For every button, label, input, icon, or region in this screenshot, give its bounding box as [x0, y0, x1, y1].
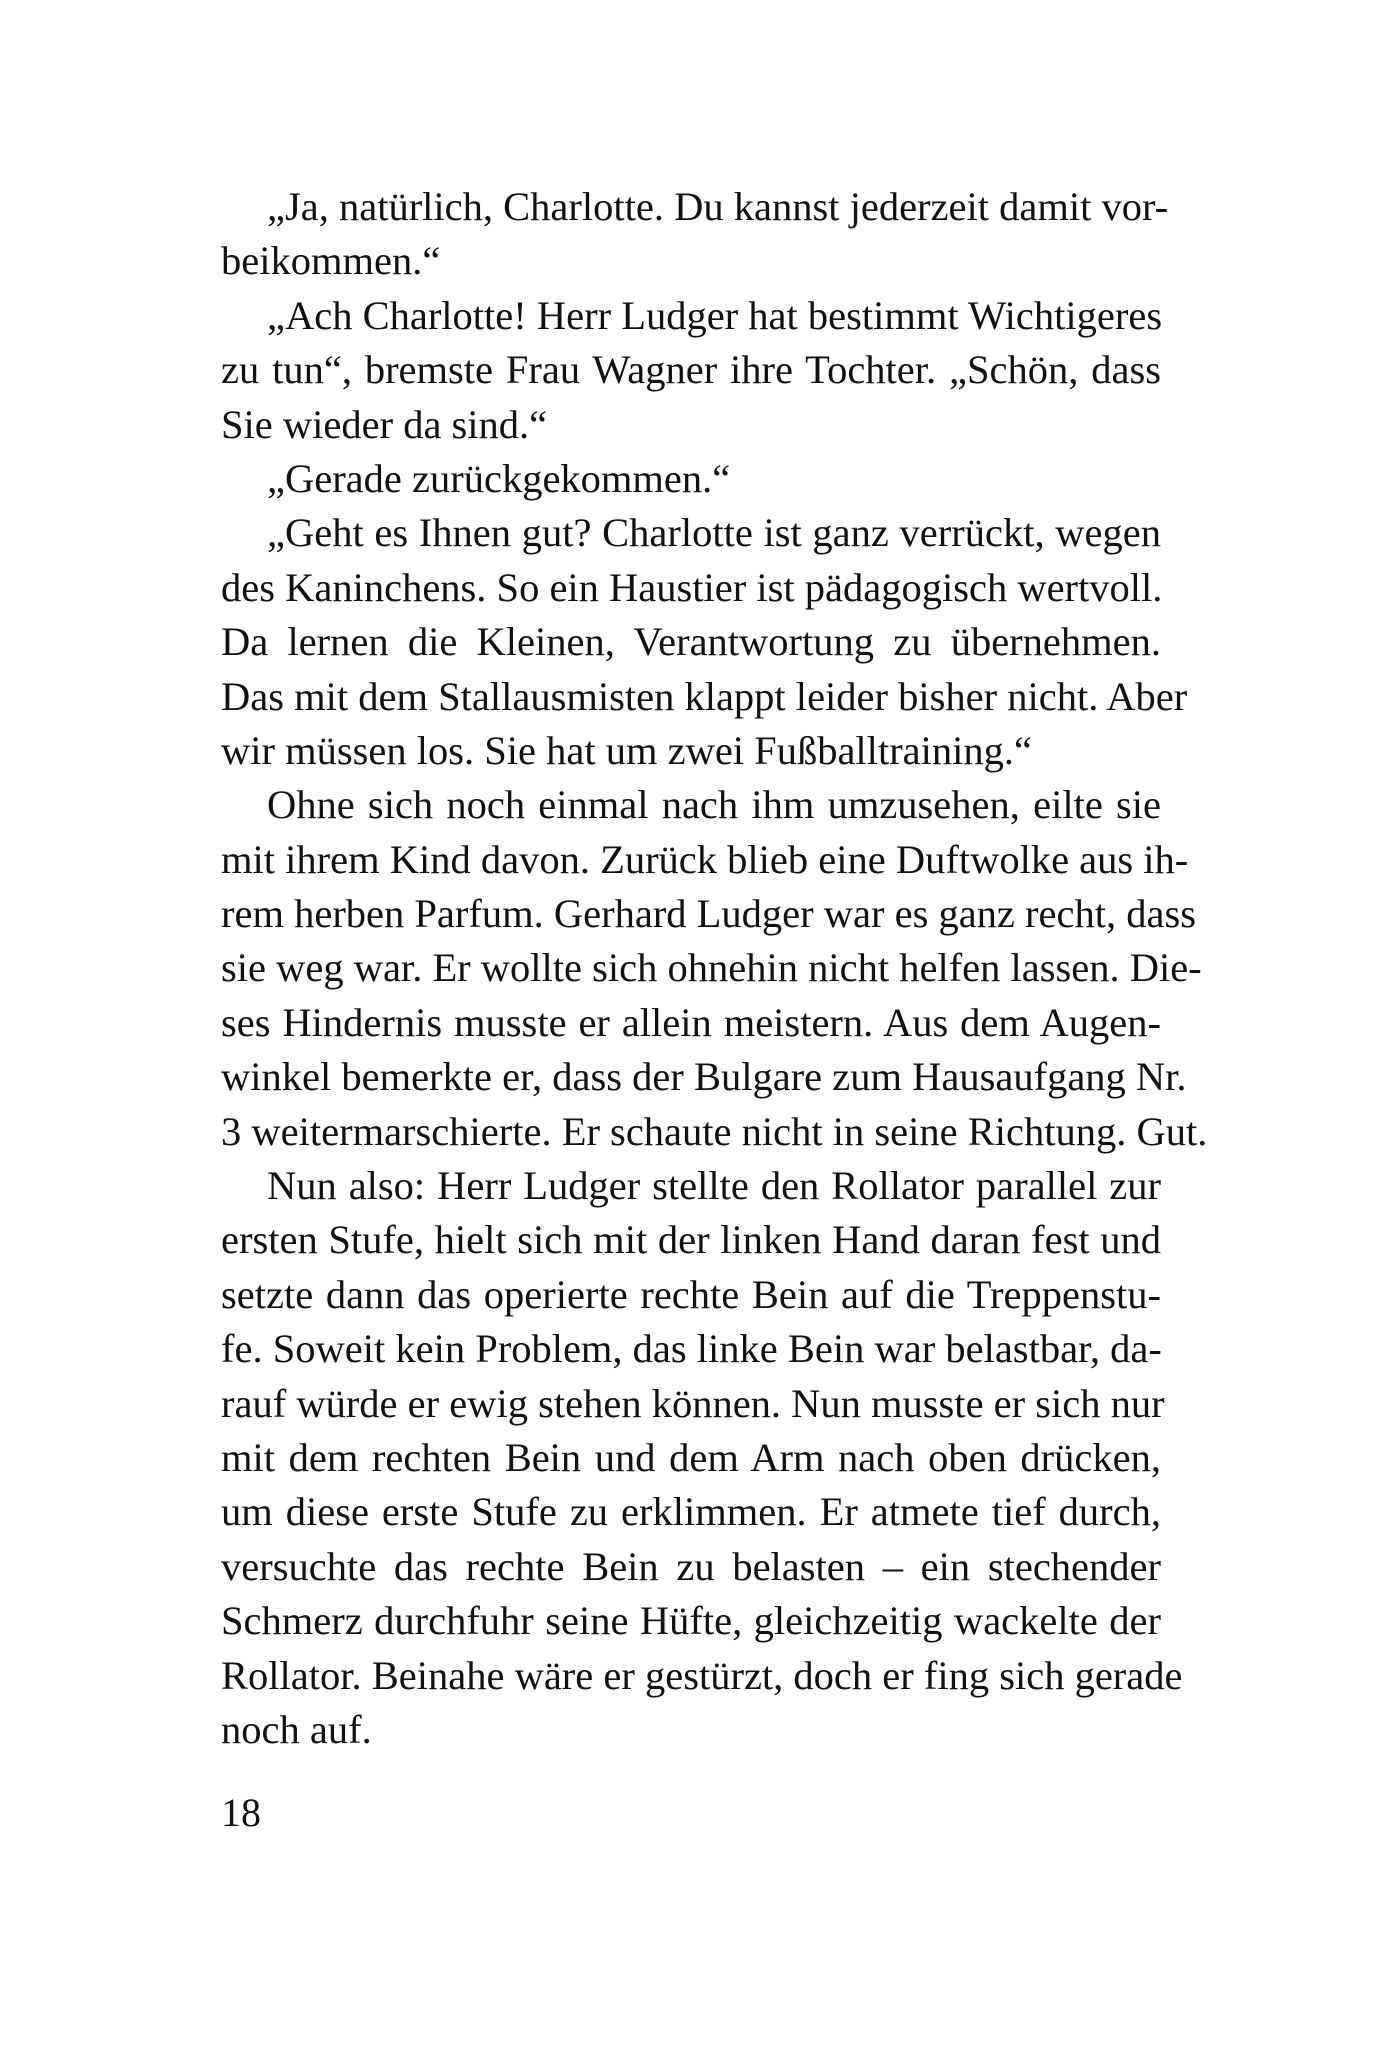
text-line: wir müssen los. Sie hat um zwei Fußballtraining.“ — [221, 727, 1033, 773]
text-line: „Gerade zurückgekommen.“ — [267, 455, 731, 501]
text-line: um diese erste Stufe zu erklimmen. Er atmete tief durch, — [221, 1489, 1161, 1535]
text-line: „Geht es Ihnen gut? Charlotte ist ganz verrückt, wegen — [267, 510, 1161, 556]
text-line: rem herben Parfum. Gerhard Ludger war es ganz recht, dass — [221, 891, 1196, 937]
body-text — [221, 180, 1208, 1757]
text-line: Sie wieder da sind.“ — [221, 401, 548, 447]
text-line: ersten Stufe, hielt sich mit der linken Hand daran fest und — [221, 1217, 1161, 1263]
text-line: winkel bemerkte er, dass der Bulgare zum Hausaufgang Nr. — [221, 1054, 1187, 1100]
text-line: Nun also: Herr Ludger stellte den Rollator parallel zur — [267, 1163, 1161, 1209]
text-line: mit dem rechten Bein und dem Arm nach oben drücken, — [221, 1434, 1161, 1480]
text-line: Schmerz durchfuhr seine Hüfte, gleichzeitig wackelte der — [221, 1598, 1161, 1644]
text-line: ses Hindernis musste er allein meistern. Aus dem Augen- — [221, 999, 1161, 1045]
text-line: versuchte das rechte Bein zu belasten – ein stechender — [221, 1543, 1161, 1589]
text-line: fe. Soweit kein Problem, das linke Bein war belastbar, da- — [221, 1326, 1162, 1372]
page-number: 18 — [221, 1790, 261, 1835]
text-line: mit ihrem Kind davon. Zurück blieb eine Duftwolke aus ih- — [221, 836, 1189, 882]
text-line: Das mit dem Stallausmisten klappt leider bisher nicht. Aber — [221, 673, 1188, 719]
text-line: des Kaninchens. So ein Haustier ist pädagogisch wertvoll. — [221, 564, 1163, 610]
text-line: Ohne sich noch einmal nach ihm umzusehen, eilte sie — [267, 782, 1161, 828]
text-line: setzte dann das operierte rechte Bein auf die Treppenstu- — [221, 1271, 1161, 1317]
text-line: zu tun“, bremste Frau Wagner ihre Tochter. „Schön, dass — [221, 347, 1161, 393]
text-line: beikommen.“ — [221, 238, 441, 284]
text-line: „Ja, natürlich, Charlotte. Du kannst jederzeit damit vor- — [267, 184, 1169, 229]
text-line: „Ach Charlotte! Herr Ludger hat bestimmt Wichtigeres — [267, 292, 1163, 338]
text-line: sie weg war. Er wollte sich ohnehin nicht helfen lassen. Die- — [221, 945, 1202, 991]
text-line: noch auf. — [221, 1706, 372, 1752]
text-line: rauf würde er ewig stehen können. Nun musste er sich nur — [221, 1380, 1165, 1426]
text-line: Da lernen die Kleinen, Verantwortung zu übernehmen. — [221, 619, 1161, 665]
text-line: Rollator. Beinahe wäre er gestürzt, doch er fing sich gerade — [221, 1652, 1183, 1698]
text-line: 3 weitermarschierte. Er schaute nicht in seine Richtung. Gut. — [221, 1108, 1208, 1154]
